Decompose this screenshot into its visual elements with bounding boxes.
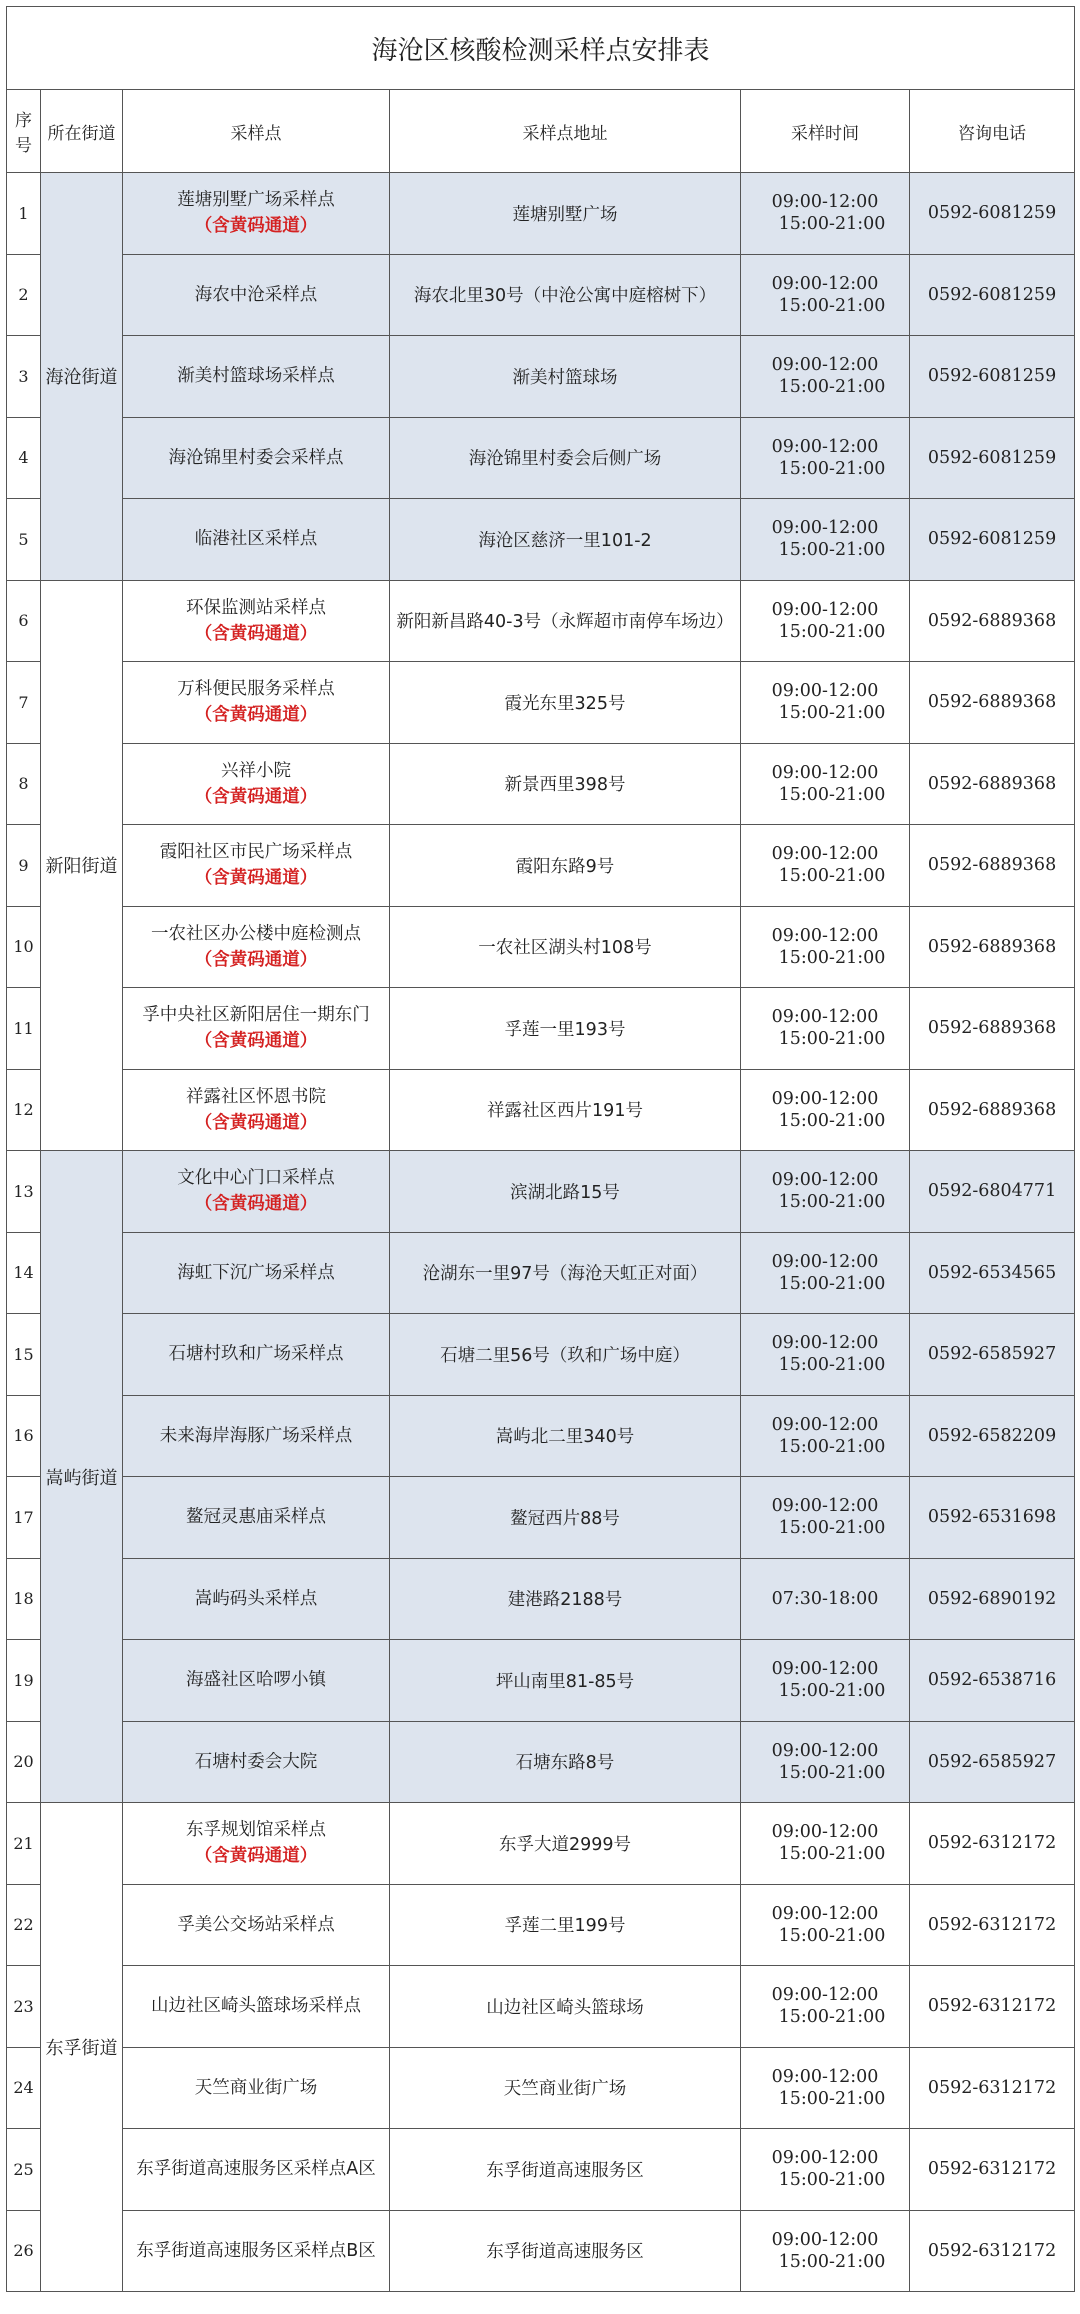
time-cell [741,662,910,744]
time-slot-2: 15:00-21:00 [778,866,886,887]
site-cell [123,662,390,744]
yellow-code-channel-note: （含黄码通道） [194,1194,318,1215]
table-row [7,1721,1075,1803]
yellow-code-channel-note: （含黄码通道） [194,1846,318,1867]
time-cell [741,2129,910,2211]
site-cell [123,2047,390,2129]
header-time: 采样时间 [741,90,910,173]
time-slot-2: 15:00-21:00 [778,2251,886,2272]
site-cell [123,1966,390,2048]
site-name: 东孚街道高速服务区采样点A区 [136,2159,376,2180]
time-slot-1: 09:00-12:00 [771,1007,879,1028]
time-slot-1: 09:00-12:00 [771,1333,879,1354]
yellow-code-channel-note: （含黄码通道） [194,786,318,807]
row-index: 10 [7,906,41,988]
time-slot-1: 09:00-12:00 [771,273,879,294]
address-cell: 建港路2188号 [390,1558,741,1640]
row-index: 18 [7,1558,41,1640]
phone-cell: 0592-6312172 [910,1803,1075,1885]
table-row [7,254,1075,336]
table-row [7,580,1075,662]
table-row [7,336,1075,418]
time-cell [741,1232,910,1314]
site-cell [123,1314,390,1396]
address-cell: 霞阳东路9号 [390,825,741,907]
phone-cell: 0592-6889368 [910,743,1075,825]
site-name: 鳌冠灵惠庙采样点 [186,1507,326,1528]
time-cell [741,499,910,581]
address-cell: 渐美村篮球场 [390,336,741,418]
time-cell [741,1884,910,1966]
phone-cell: 0592-6804771 [910,1151,1075,1233]
address-cell: 莲塘别墅广场 [390,173,741,255]
table-row [7,1314,1075,1396]
time-slot-2: 15:00-21:00 [778,947,886,968]
site-name: 孚中央社区新阳居住一期东门 [142,1005,370,1026]
time-slot-1: 09:00-12:00 [771,1740,879,1761]
time-slot-2: 15:00-21:00 [778,1273,886,1294]
row-index: 5 [7,499,41,581]
time-slot-2: 15:00-21:00 [778,1029,886,1050]
phone-cell: 0592-6531698 [910,1477,1075,1559]
time-slot-2: 15:00-21:00 [778,1925,886,1946]
time-slot-1: 09:00-12:00 [771,1414,879,1435]
yellow-code-channel-note: （含黄码通道） [194,868,318,889]
site-cell [123,173,390,255]
time-slot-1: 09:00-12:00 [771,1659,879,1680]
time-slot-1: 09:00-12:00 [771,518,879,539]
header-row [7,90,1075,173]
schedule-sheet [6,6,1074,2292]
time-slot-1: 09:00-12:00 [771,355,879,376]
site-name: 石塘村委会大院 [194,1751,318,1772]
table-row [7,1884,1075,1966]
site-cell [123,1395,390,1477]
site-name: 海盛社区哈啰小镇 [186,1670,326,1691]
site-name: 莲塘别墅广场采样点 [177,190,335,211]
row-index: 17 [7,1477,41,1559]
address-cell: 天竺商业街广场 [390,2047,741,2129]
time-cell [741,254,910,336]
yellow-code-channel-note: （含黄码通道） [194,949,318,970]
site-cell [123,499,390,581]
time-slot-1: 07:30-18:00 [771,1588,879,1609]
site-cell [123,2129,390,2211]
site-cell [123,988,390,1070]
time-cell [741,1803,910,1885]
time-slot-2: 15:00-21:00 [778,540,886,561]
time-slot-2: 15:00-21:00 [778,295,886,316]
address-cell: 鳌冠西片88号 [390,1477,741,1559]
time-slot-2: 15:00-21:00 [778,1518,886,1539]
time-cell [741,1395,910,1477]
table-row [7,1558,1075,1640]
time-slot-2: 15:00-21:00 [778,1844,886,1865]
time-cell [741,1640,910,1722]
site-cell [123,1640,390,1722]
phone-cell: 0592-6312172 [910,2047,1075,2129]
address-cell: 石塘东路8号 [390,1721,741,1803]
table-row [7,499,1075,581]
table-row [7,417,1075,499]
time-slot-2: 15:00-21:00 [778,1762,886,1783]
time-cell [741,580,910,662]
time-slot-2: 15:00-21:00 [778,2088,886,2109]
time-cell [741,1721,910,1803]
time-cell [741,825,910,907]
table-row [7,173,1075,255]
site-name: 山边社区崎头篮球场采样点 [151,1996,361,2017]
table-body [7,7,1075,2292]
header-site: 采样点 [123,90,390,173]
table-row [7,2210,1075,2292]
row-index: 7 [7,662,41,744]
street-cell: 新阳街道 [41,580,123,1151]
phone-cell: 0592-6534565 [910,1232,1075,1314]
table-row [7,2047,1075,2129]
time-cell [741,417,910,499]
address-cell: 东孚街道高速服务区 [390,2210,741,2292]
address-cell: 海农北里30号（中沧公寓中庭榕树下） [390,254,741,336]
site-name: 嵩屿码头采样点 [194,1588,318,1609]
time-slot-2: 15:00-21:00 [778,214,886,235]
phone-cell: 0592-6081259 [910,417,1075,499]
header-street: 所在街道 [41,90,123,173]
site-name: 海农中沧采样点 [194,284,318,305]
site-name: 渐美村篮球场采样点 [177,366,335,387]
header-address: 采样点地址 [390,90,741,173]
phone-cell: 0592-6889368 [910,988,1075,1070]
site-cell [123,906,390,988]
site-cell [123,1232,390,1314]
site-name: 孚美公交场站采样点 [177,1914,335,1935]
time-cell [741,1558,910,1640]
time-slot-1: 09:00-12:00 [771,436,879,457]
time-slot-1: 09:00-12:00 [771,192,879,213]
site-cell [123,1069,390,1151]
site-cell [123,1151,390,1233]
time-slot-1: 09:00-12:00 [771,844,879,865]
site-name: 天竺商业街广场 [194,2077,318,2098]
time-slot-2: 15:00-21:00 [778,1436,886,1457]
phone-cell: 0592-6081259 [910,499,1075,581]
time-slot-2: 15:00-21:00 [778,1110,886,1131]
street-cell: 东孚街道 [41,1803,123,2292]
row-index: 19 [7,1640,41,1722]
site-cell [123,580,390,662]
time-slot-1: 09:00-12:00 [771,1170,879,1191]
time-cell [741,1966,910,2048]
time-slot-2: 15:00-21:00 [778,1681,886,1702]
header-index: 序号 [7,90,41,173]
address-cell: 沧湖东一里97号（海沧天虹正对面） [390,1232,741,1314]
row-index: 3 [7,336,41,418]
time-slot-2: 15:00-21:00 [778,1192,886,1213]
time-cell [741,2210,910,2292]
address-cell: 滨湖北路15号 [390,1151,741,1233]
phone-cell: 0592-6538716 [910,1640,1075,1722]
row-index: 24 [7,2047,41,2129]
row-index: 14 [7,1232,41,1314]
time-slot-2: 15:00-21:00 [778,377,886,398]
row-index: 8 [7,743,41,825]
time-slot-1: 09:00-12:00 [771,2066,879,2087]
site-cell [123,1558,390,1640]
time-cell [741,173,910,255]
time-cell [741,2047,910,2129]
time-slot-1: 09:00-12:00 [771,925,879,946]
time-cell [741,1314,910,1396]
site-name: 文化中心门口采样点 [177,1168,335,1189]
row-index: 22 [7,1884,41,1966]
phone-cell: 0592-6585927 [910,1721,1075,1803]
site-cell [123,1477,390,1559]
address-cell: 一农社区湖头村108号 [390,906,741,988]
row-index: 26 [7,2210,41,2292]
site-cell [123,1803,390,1885]
row-index: 16 [7,1395,41,1477]
sampling-schedule-table [6,6,1075,2292]
phone-cell: 0592-6081259 [910,336,1075,418]
yellow-code-channel-note: （含黄码通道） [194,623,318,644]
time-slot-1: 09:00-12:00 [771,681,879,702]
time-slot-2: 15:00-21:00 [778,784,886,805]
time-cell [741,743,910,825]
table-row [7,1803,1075,1885]
table-row [7,1069,1075,1151]
time-slot-1: 09:00-12:00 [771,2229,879,2250]
site-name: 海虹下沉广场采样点 [177,1262,335,1283]
phone-cell: 0592-6890192 [910,1558,1075,1640]
address-cell: 海沧区慈济一里101-2 [390,499,741,581]
phone-cell: 0592-6582209 [910,1395,1075,1477]
site-name: 环保监测站采样点 [186,597,326,618]
site-cell [123,2210,390,2292]
time-cell [741,1151,910,1233]
phone-cell: 0592-6312172 [910,1966,1075,2048]
site-cell [123,743,390,825]
table-row [7,1966,1075,2048]
row-index: 4 [7,417,41,499]
site-name: 兴祥小院 [221,760,291,781]
address-cell: 新景西里398号 [390,743,741,825]
street-cell: 海沧街道 [41,173,123,581]
yellow-code-channel-note: （含黄码通道） [194,216,318,237]
table-row [7,988,1075,1070]
site-name: 石塘村玖和广场采样点 [168,1344,344,1365]
address-cell: 坪山南里81-85号 [390,1640,741,1722]
table-title: 海沧区核酸检测采样点安排表 [7,7,1075,90]
table-row [7,1477,1075,1559]
site-name: 东孚街道高速服务区采样点B区 [136,2240,376,2261]
phone-cell: 0592-6889368 [910,825,1075,907]
phone-cell: 0592-6081259 [910,254,1075,336]
site-name: 临港社区采样点 [194,529,318,550]
row-index: 11 [7,988,41,1070]
site-cell [123,825,390,907]
phone-cell: 0592-6889368 [910,906,1075,988]
row-index: 2 [7,254,41,336]
table-row [7,1232,1075,1314]
header-phone: 咨询电话 [910,90,1075,173]
address-cell: 孚莲二里199号 [390,1884,741,1966]
site-name: 东孚规划馆采样点 [186,1820,326,1841]
time-cell [741,1477,910,1559]
phone-cell: 0592-6889368 [910,662,1075,744]
time-slot-2: 15:00-21:00 [778,458,886,479]
phone-cell: 0592-6585927 [910,1314,1075,1396]
time-slot-1: 09:00-12:00 [771,599,879,620]
address-cell: 山边社区崎头篮球场 [390,1966,741,2048]
site-name: 万科便民服务采样点 [177,679,335,700]
row-index: 20 [7,1721,41,1803]
address-cell: 新阳新昌路40-3号（永辉超市南停车场边） [390,580,741,662]
address-cell: 嵩屿北二里340号 [390,1395,741,1477]
time-slot-1: 09:00-12:00 [771,1822,879,1843]
site-name: 一农社区办公楼中庭检测点 [151,923,361,944]
row-index: 15 [7,1314,41,1396]
yellow-code-channel-note: （含黄码通道） [194,1031,318,1052]
street-cell: 嵩屿街道 [41,1151,123,1803]
time-slot-2: 15:00-21:00 [778,2170,886,2191]
table-row [7,825,1075,907]
time-slot-1: 09:00-12:00 [771,2148,879,2169]
row-index: 6 [7,580,41,662]
site-cell [123,417,390,499]
table-row [7,2129,1075,2211]
table-row [7,906,1075,988]
site-cell [123,1884,390,1966]
row-index: 9 [7,825,41,907]
phone-cell: 0592-6081259 [910,173,1075,255]
time-cell [741,988,910,1070]
time-slot-1: 09:00-12:00 [771,1903,879,1924]
table-row [7,1395,1075,1477]
time-slot-1: 09:00-12:00 [771,1088,879,1109]
table-row [7,743,1075,825]
phone-cell: 0592-6312172 [910,2210,1075,2292]
address-cell: 东孚大道2999号 [390,1803,741,1885]
site-cell [123,254,390,336]
address-cell: 孚莲一里193号 [390,988,741,1070]
time-slot-1: 09:00-12:00 [771,1496,879,1517]
time-slot-1: 09:00-12:00 [771,1985,879,2006]
row-index: 13 [7,1151,41,1233]
phone-cell: 0592-6312172 [910,2129,1075,2211]
row-index: 21 [7,1803,41,1885]
address-cell: 海沧锦里村委会后侧广场 [390,417,741,499]
address-cell: 石塘二里56号（玖和广场中庭） [390,1314,741,1396]
time-slot-1: 09:00-12:00 [771,762,879,783]
site-cell [123,1721,390,1803]
phone-cell: 0592-6312172 [910,1884,1075,1966]
time-cell [741,1069,910,1151]
address-cell: 祥露社区西片191号 [390,1069,741,1151]
time-slot-2: 15:00-21:00 [778,1355,886,1376]
site-name: 祥露社区怀恩书院 [186,1086,326,1107]
time-slot-2: 15:00-21:00 [778,703,886,724]
row-index: 12 [7,1069,41,1151]
row-index: 23 [7,1966,41,2048]
time-slot-2: 15:00-21:00 [778,2007,886,2028]
time-slot-2: 15:00-21:00 [778,621,886,642]
site-name: 海沧锦里村委会采样点 [168,447,344,468]
site-cell [123,336,390,418]
phone-cell: 0592-6889368 [910,1069,1075,1151]
yellow-code-channel-note: （含黄码通道） [194,1112,318,1133]
time-cell [741,336,910,418]
table-row [7,1151,1075,1233]
table-row [7,1640,1075,1722]
time-slot-1: 09:00-12:00 [771,1251,879,1272]
site-name: 霞阳社区市民广场采样点 [159,842,353,863]
phone-cell: 0592-6889368 [910,580,1075,662]
table-row [7,662,1075,744]
row-index: 25 [7,2129,41,2211]
address-cell: 东孚街道高速服务区 [390,2129,741,2211]
site-name: 未来海岸海豚广场采样点 [159,1425,353,1446]
address-cell: 霞光东里325号 [390,662,741,744]
yellow-code-channel-note: （含黄码通道） [194,705,318,726]
row-index: 1 [7,173,41,255]
time-cell [741,906,910,988]
